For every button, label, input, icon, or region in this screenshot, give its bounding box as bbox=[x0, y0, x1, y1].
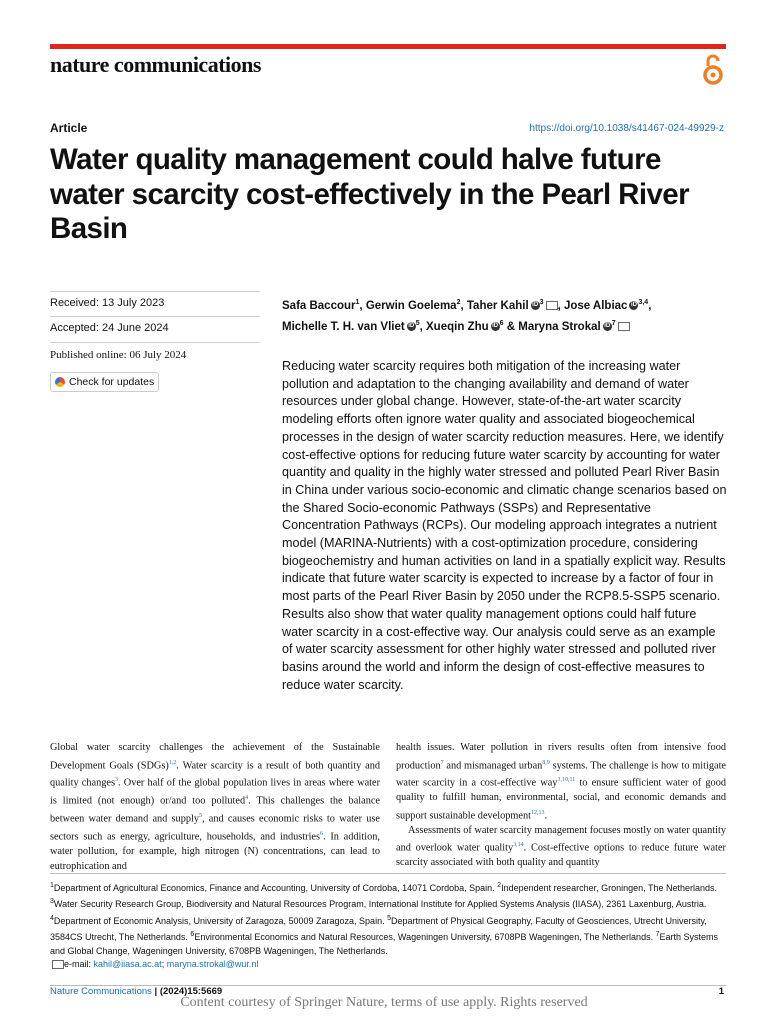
affiliation-list: $^1$Department of Agricultural Economics, Finance and Accounting, University of Cordoba, 14071 Cordoba, Spain. $^2$Independent researcher, Groningen, The Netherlands. $^3$Water Security Research Group, Biodiversity and Natural Resources Program, International Institute for Applied Systems Analysis (IIASA), 2361 Laxenburg, Austria. $^4$Department of Economic Analysis, University of Zaragoza, 50009 Zaragoza, Spain. $^5$Department of Physical Geography, Faculty of Geosciences, Utrecht University, 3584CS Utrecht, The Netherlands. $^6$Environmental Economics and Natural Resources, Wageningen University, 6708PB Wageningen, The Netherlands. $^7$Earth Systems and Global Change, Wageningen University, 6708PB Wageningen, The Netherlands. bbox=[50, 882, 719, 956]
reference-link[interactable]: 4 bbox=[245, 795, 249, 802]
orcid-icon[interactable]: iD bbox=[492, 323, 499, 330]
author-item: Taher Kahil iD $^3$ bbox=[467, 300, 558, 312]
open-access-icon[interactable] bbox=[700, 52, 726, 86]
reference-link[interactable]: 3,14 bbox=[513, 842, 524, 849]
email-icon[interactable] bbox=[546, 301, 558, 310]
abstract: Reducing water scarcity requires both mitigation of the increasing water pollution and adaptation to the changing availability and demand of water resources under global change. However, state-of-the-art water scarcity modeling efforts often ignore water quality and associated biogeochemical processes in the design of water scarcity reduction measures. Here, we identify cost-effective options for reducing future water scarcity by accounting for water quantity and quality in the highly water stressed and polluted Pearl River Basin in China under various socio-economic and climatic change scenarios based on the Shared Socio-economic Pathways (SSPs) and Representative Concentration Pathways (RCPs). Our modeling approach integrates a nutrient model (MARINA-Nutrients) with a cost-optimization procedure, considering biogeochemistry and human activities on land in a spatially explicit way. Results indicate that future water scarcity is expected to increase by a factor of four in most parts of the Pearl River Basin by 2050 under the RCP8.5-SSP5 scenario. Results also show that water quality management options could half future water scarcity in a cost-effective way. Our analysis could serve as an example of water scarcity assessment for other highly water stressed and polluted river basins around the world and inform the design of cost-effective measures to reduce water scarcity. bbox=[282, 359, 727, 692]
reference-link[interactable]: 3,10,11 bbox=[557, 777, 576, 784]
email-link[interactable]: kahil@iiasa.ac.at bbox=[93, 959, 162, 970]
orcid-icon[interactable]: iD bbox=[408, 323, 415, 330]
received-date: Received: 13 July 2023 bbox=[50, 297, 165, 309]
page-number: 1 bbox=[718, 986, 724, 997]
email-icon bbox=[52, 960, 64, 969]
body-paragraph: Global water scarcity challenges the achievement of the Sustainable Development Goals (SDGs)$^{1,2}$. Water scarcity is a result of both quantity and quality changes$^3$. Over half of the global population lives in areas where water is limited (not enough) or/and too polluted$^4$. This challenges the balance between water demand and supply$^5$, and causes economic risks to water use sectors such as energy, agriculture, households, and industries$^6$. In addition, water pollution, for example, high nitrogen (N) concentrations, can lead to eutrophication and bbox=[50, 742, 381, 872]
body-column-right bbox=[396, 741, 726, 871]
reference-link[interactable]: 6 bbox=[320, 831, 324, 838]
check-updates-icon bbox=[55, 377, 65, 387]
reference-link[interactable]: 12,13 bbox=[530, 809, 545, 816]
author-item: Xueqin Zhu iD $^6$ bbox=[426, 319, 504, 333]
reference-link[interactable]: 3 bbox=[114, 777, 118, 784]
orcid-icon[interactable]: iD bbox=[604, 323, 611, 330]
reference-link[interactable]: 8,9 bbox=[542, 759, 550, 766]
footer-journal-link[interactable]: Nature Communications bbox=[50, 986, 152, 997]
journal-name[interactable]: nature communications bbox=[50, 52, 261, 77]
doi-link[interactable]: https://doi.org/10.1038/s41467-024-49929-z bbox=[529, 123, 724, 134]
header-accent-bar bbox=[50, 44, 726, 49]
reference-link[interactable]: 7 bbox=[440, 759, 444, 766]
meta-divider bbox=[50, 342, 260, 343]
author-item: Maryna Strokal iD $^7$ bbox=[518, 321, 629, 333]
body-paragraph: Assessments of water scarcity management focuses mostly on water quantity and overlook water quality$^{3,14}$. Cost-effective options to reduce future water scarcity associated with both quality and quantity bbox=[396, 824, 726, 869]
article-title: Water quality management could halve future water scarcity cost-effectively in the Pearl River Basin bbox=[50, 143, 689, 245]
footer-citation: Nature Communications | (2024)15:5669 bbox=[50, 986, 223, 997]
article-type-label: Article bbox=[50, 121, 88, 135]
reference-link[interactable]: 5 bbox=[199, 813, 202, 820]
author-list: Safa Baccour$^1$, Gerwin Goelema$^2$, Taher Kahil iD $^3$ , Jose Albiac iD $^{3,4}$, Michelle T. H. van Vliet iD $^5$, Xueqin Zhu iD $^6$ & Maryna Strokal iD $^7$ bbox=[282, 299, 652, 333]
orcid-icon[interactable]: iD bbox=[532, 302, 539, 309]
author-item: Jose Albiac iD $^{3,4}$ bbox=[563, 299, 649, 312]
email-icon[interactable] bbox=[618, 322, 630, 331]
check-for-updates-button[interactable] bbox=[50, 372, 159, 392]
footnote-divider bbox=[50, 873, 726, 874]
meta-divider bbox=[50, 291, 260, 292]
author-item: Safa Baccour$^1$ bbox=[282, 299, 360, 312]
body-column-left bbox=[50, 741, 380, 874]
meta-divider bbox=[50, 316, 260, 317]
email-link[interactable]: maryna.strokal@wur.nl bbox=[166, 959, 259, 970]
orcid-icon[interactable]: iD bbox=[630, 302, 637, 309]
affiliations-footnote: $^1$Department of Agricultural Economics, Finance and Accounting, University of Cordoba, 14071 Cordoba, Spain. $^2$Independent researcher, Groningen, The Netherlands. $^3$Water Security Research Group, Biodiversity and Natural Resources Program, International Institute for Applied Systems Analysis (IIASA), 2361 Laxenburg, Austria. $^4$Department of Economic Analysis, University of Zaragoza, 50009 Zaragoza, Spain. $^5$Department of Physical Geography, Faculty of Geosciences, Utrecht University, 3584CS Utrecht, The Netherlands. $^6$Environmental Economics and Natural Resources, Wageningen University, 6708PB Wageningen, The Netherlands. $^7$Earth Systems and Global Change, Wageningen University, 6708PB Wageningen, The Netherlands. e-mail: kahil@iiasa.ac.at; maryna.strokal@wur.nl bbox=[50, 882, 719, 970]
published-date: Published online: 06 July 2024 bbox=[50, 349, 187, 361]
check-updates-label: Check for updates bbox=[69, 376, 155, 388]
author-item: Gerwin Goelema$^2$ bbox=[365, 299, 461, 312]
author-item: Michelle T. H. van Vliet iD $^5$ bbox=[282, 319, 420, 333]
accepted-date: Accepted: 24 June 2024 bbox=[50, 322, 169, 334]
reference-link[interactable]: 1,2 bbox=[168, 759, 177, 766]
courtesy-watermark: Content courtesy of Springer Nature, terms of use apply. Rights reserved bbox=[180, 995, 588, 1010]
body-paragraph: health issues. Water pollution in rivers results often from intensive food production$^7$ and mismanaged urban$^{8,9}$ systems. The challenge is how to mitigate water scarcity in a cost-effective way$^{3,10,11}$ to ensure sufficient water of good quality to fulfill human, environmental, social, and economic demands and support sustainable development$^{12,13}$. bbox=[396, 742, 727, 822]
